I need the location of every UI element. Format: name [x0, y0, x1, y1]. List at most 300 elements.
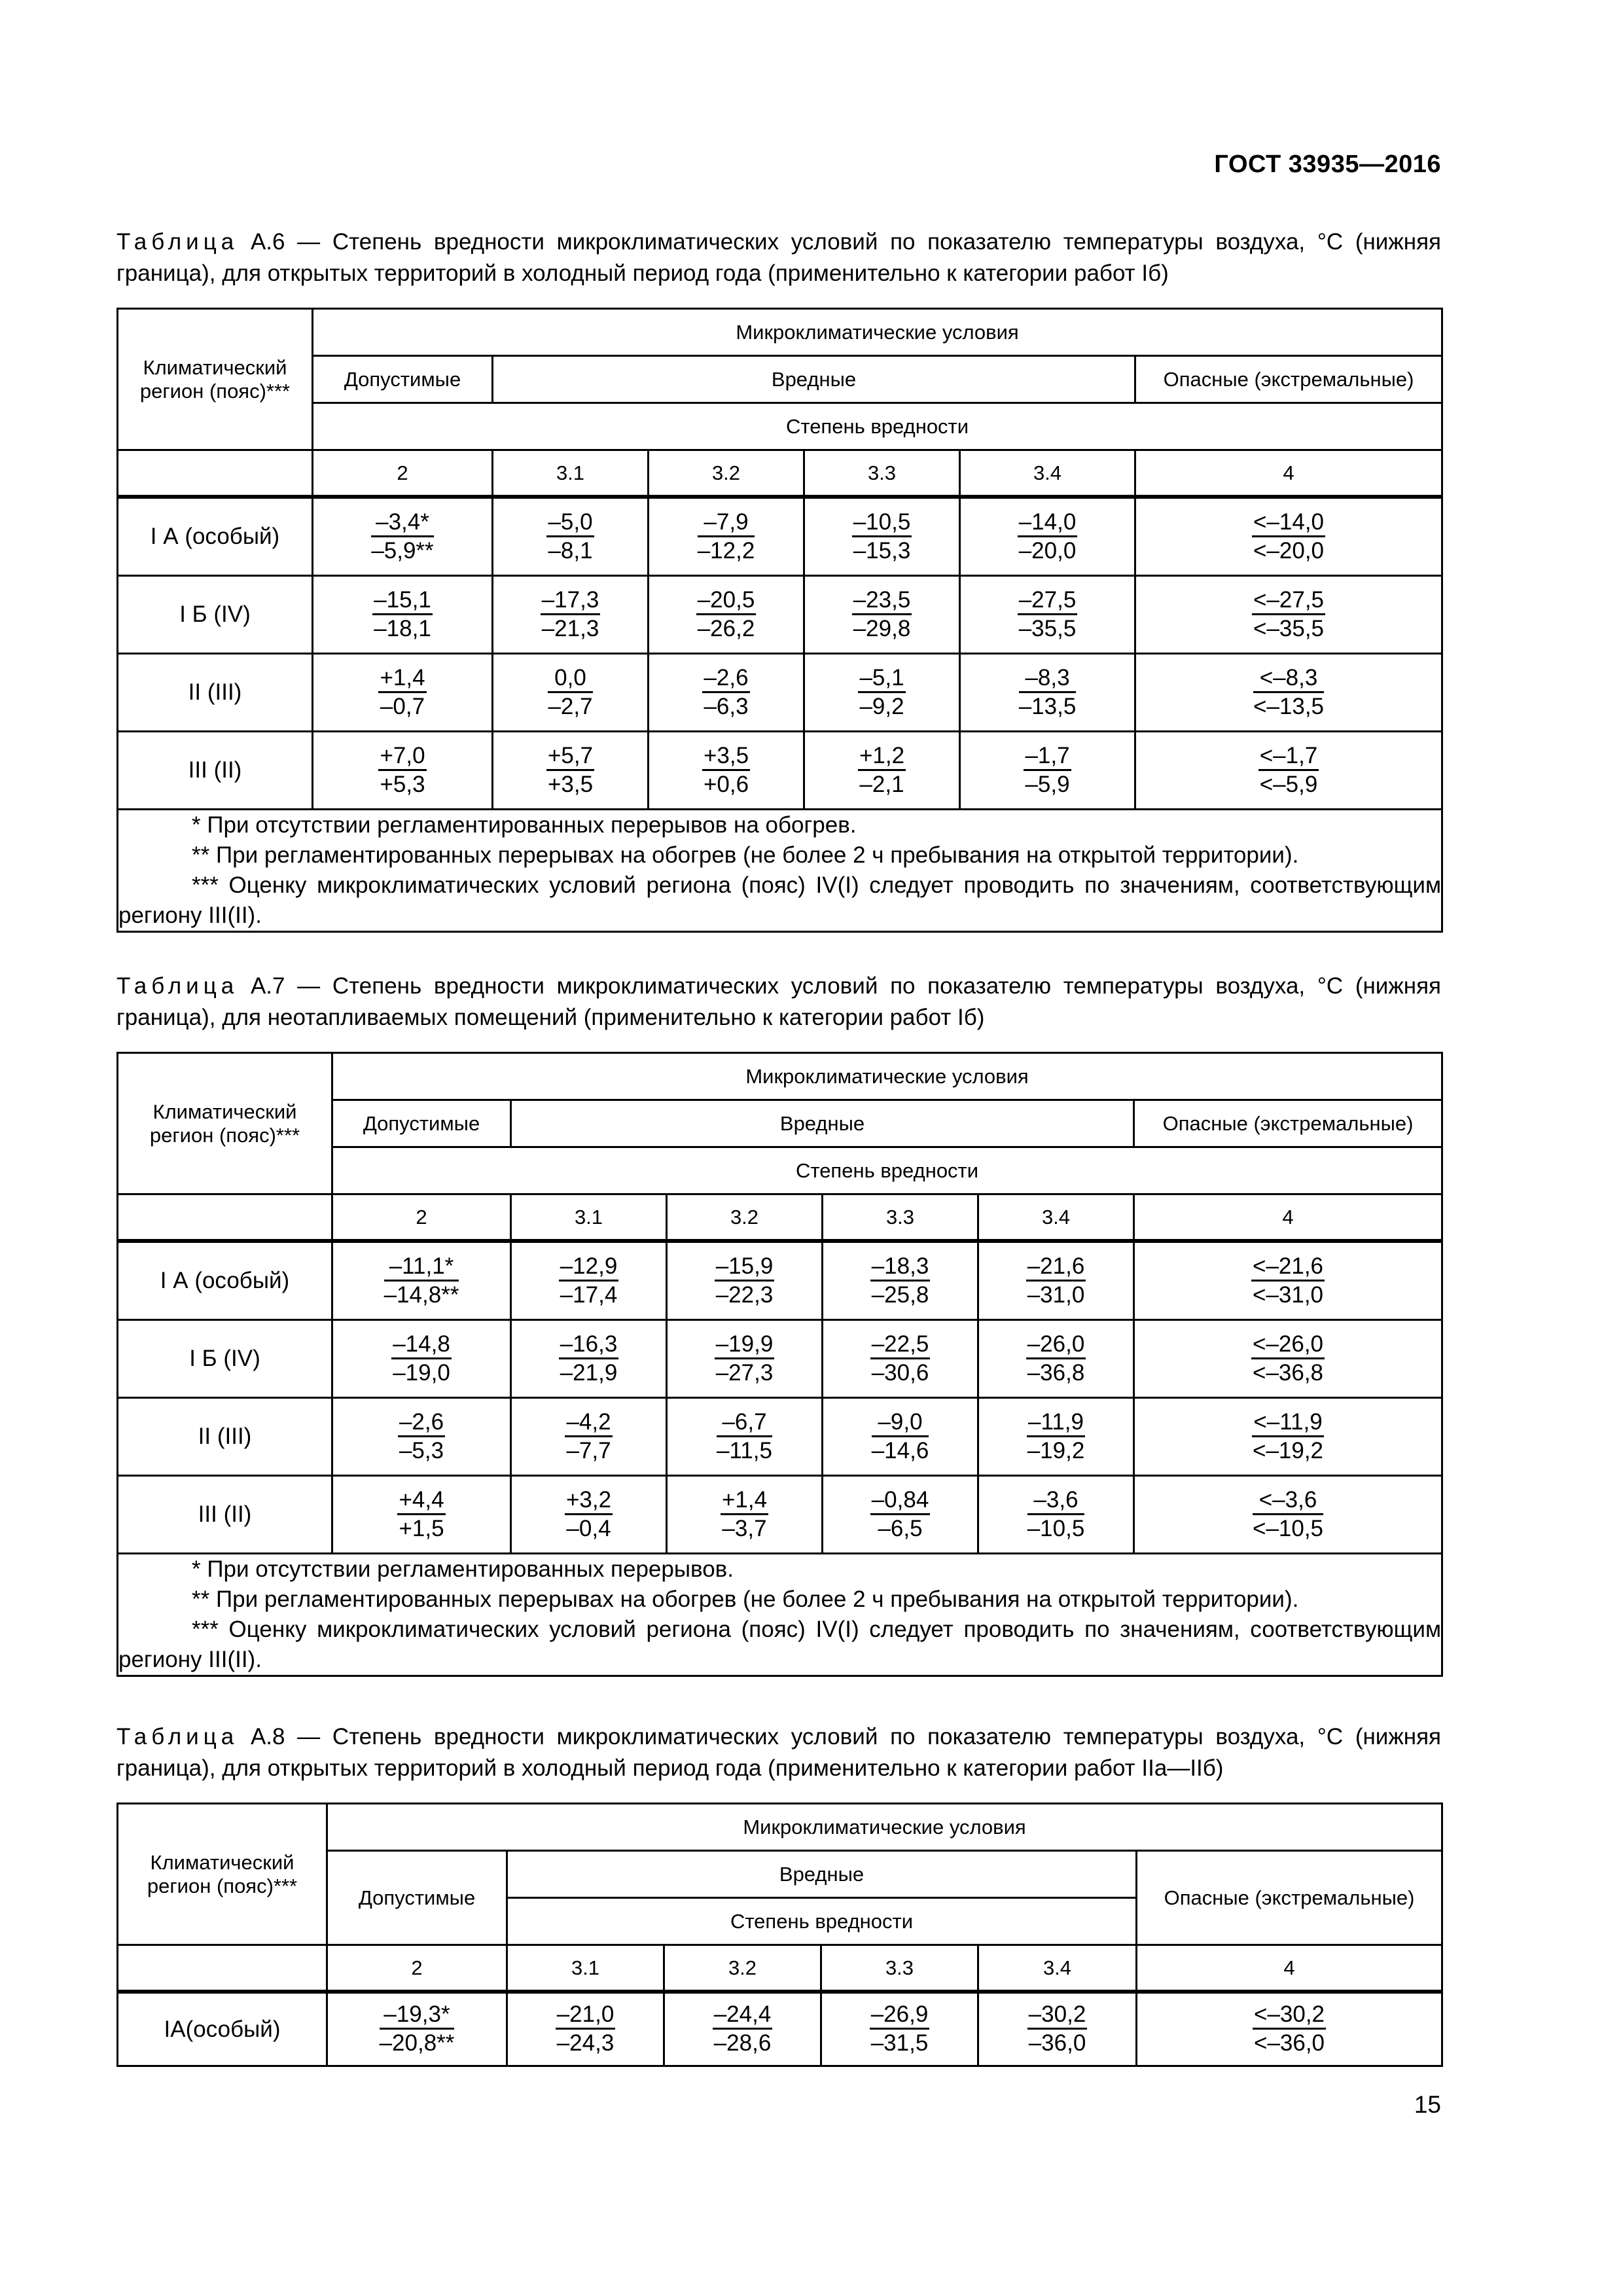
value-fraction: [548, 665, 592, 721]
value-bottom: –27,3: [715, 1359, 774, 1386]
value-cell: [667, 1398, 823, 1476]
value-fraction: [1027, 2001, 1088, 2057]
value-cell: [649, 732, 804, 810]
value-top: –6,7: [717, 1409, 772, 1437]
value-fraction: [372, 587, 433, 643]
value-top: –12,9: [559, 1253, 619, 1282]
value-top: –5,0: [546, 509, 594, 537]
harm-degree-header: Степень вредности: [332, 1147, 1442, 1194]
value-top: –26,0: [1026, 1331, 1086, 1359]
degree-number-header: 2: [332, 1194, 511, 1240]
value-cell: [493, 498, 649, 576]
table-footnote: *** Оценку микроклиматических условий региона (пояс) IV(I) следует проводить по значениям, соответствующим региону III(II).: [118, 1617, 1442, 1672]
table-footnote: *** Оценку микроклиматических условий региона (пояс) IV(I) следует проводить по значениям, соответствующим региону III(II).: [118, 872, 1442, 928]
value-fraction: [852, 587, 912, 643]
value-bottom: –29,8: [853, 615, 911, 641]
allowed-header: Допустимые: [313, 356, 493, 403]
value-bottom: –20,8**: [379, 2030, 455, 2056]
table-row: [118, 498, 1442, 576]
value-bottom: –20,0: [1018, 537, 1077, 564]
value-fraction: [702, 743, 750, 798]
value-fraction: [696, 587, 757, 643]
value-top: <–30,2: [1253, 2001, 1326, 2030]
value-top: –1,7: [1024, 743, 1071, 771]
region-column-header: Климатический регион (пояс)***: [118, 1053, 332, 1194]
value-cell: [649, 498, 804, 576]
value-top: –21,0: [556, 2001, 616, 2030]
microclimate-header: Микроклиматические условия: [327, 1804, 1442, 1851]
dangerous-header: Опасные (экстремальные): [1135, 356, 1442, 403]
value-cell: [511, 1320, 667, 1398]
value-fraction: [870, 1331, 931, 1387]
degree-number-header: 3.4: [960, 450, 1135, 496]
value-cell: [823, 1320, 978, 1398]
value-bottom: –19,2: [1027, 1437, 1085, 1463]
document-code: ГОСТ 33935—2016: [1214, 151, 1441, 178]
microclimate-header: Микроклиматические условия: [332, 1053, 1442, 1100]
value-cell: [332, 1320, 511, 1398]
value-cell: [493, 576, 649, 654]
value-fraction: [398, 1409, 445, 1465]
value-fraction: [1026, 1331, 1086, 1387]
value-bottom: –6,3: [704, 693, 749, 719]
value-fraction: [1026, 1253, 1086, 1309]
degree-number-header: 3.4: [978, 1945, 1137, 1991]
value-fraction: [702, 665, 749, 721]
header-row: [118, 403, 1442, 450]
value-bottom: <–31,0: [1253, 1282, 1324, 1308]
value-top: –19,3*: [380, 2001, 455, 2030]
value-top: –23,5: [852, 587, 912, 615]
value-fraction: [546, 509, 594, 565]
value-bottom: –11,5: [717, 1437, 772, 1463]
value-fraction: [1018, 509, 1078, 565]
value-fraction: [698, 509, 755, 565]
value-top: –15,1: [372, 587, 433, 615]
degree-number-header: 3.2: [664, 1945, 821, 1991]
value-top: –20,5: [696, 587, 757, 615]
value-bottom: <–36,8: [1253, 1359, 1324, 1386]
value-bottom: –15,3: [853, 537, 911, 564]
value-fraction: [858, 743, 906, 798]
harmful-header: Вредные: [493, 356, 1135, 403]
value-top: <–8,3: [1253, 665, 1324, 693]
value-cell: [664, 1993, 821, 2066]
value-cell: [493, 732, 649, 810]
value-fraction: [397, 1487, 445, 1543]
value-bottom: –14,8**: [383, 1282, 459, 1308]
notes-row: [118, 1554, 1442, 1676]
value-cell: [332, 1242, 511, 1320]
value-top: <–21,6: [1251, 1253, 1325, 1282]
value-fraction: [721, 1487, 768, 1543]
table-a7-caption: [116, 971, 1441, 1033]
value-fraction: [1252, 1409, 1323, 1465]
page-number: 15: [1414, 2091, 1441, 2118]
value-cell: [313, 654, 493, 732]
value-bottom: –21,3: [541, 615, 599, 641]
value-top: –30,2: [1027, 2001, 1088, 2030]
value-fraction: [384, 1253, 459, 1309]
degree-number-header: 4: [1135, 450, 1442, 496]
value-fraction: [378, 665, 426, 721]
value-fraction: [565, 1409, 612, 1465]
region-cell: III (II): [118, 732, 313, 810]
value-bottom: –31,5: [870, 2030, 929, 2056]
value-top: +1,2: [858, 743, 906, 771]
degree-number-header: 3.3: [823, 1194, 978, 1240]
value-cell: [511, 1398, 667, 1476]
value-top: +5,7: [546, 743, 594, 771]
value-cell: [332, 1398, 511, 1476]
value-fraction: [1251, 1331, 1325, 1387]
harmful-header: Вредные: [511, 1100, 1134, 1147]
value-fraction: [1018, 587, 1078, 643]
value-fraction: [715, 1253, 775, 1309]
value-top: <–14,0: [1252, 509, 1325, 537]
value-bottom: <–36,0: [1254, 2030, 1325, 2056]
table-a8: [116, 1803, 1443, 2067]
value-top: <–1,7: [1258, 743, 1319, 771]
table-row: [118, 1476, 1442, 1554]
header-row: [118, 356, 1442, 403]
value-fraction: [559, 1253, 619, 1309]
header-row: [118, 450, 1442, 496]
value-bottom: –5,9**: [371, 537, 434, 564]
header-row: [118, 1804, 1442, 1851]
table-a8-caption: [116, 1721, 1441, 1784]
header-row: [118, 1053, 1442, 1100]
value-fraction: [870, 2001, 930, 2057]
value-cell: [649, 576, 804, 654]
value-fraction: [541, 587, 601, 643]
value-top: –17,3: [541, 587, 601, 615]
value-top: –24,4: [713, 2001, 773, 2030]
degree-number-header: 2: [327, 1945, 507, 1991]
value-fraction: [1253, 665, 1324, 721]
value-bottom: +5,3: [380, 771, 425, 797]
value-cell: [511, 1476, 667, 1554]
value-fraction: [546, 743, 594, 798]
value-bottom: –17,4: [560, 1282, 618, 1308]
value-top: –9,0: [872, 1409, 929, 1437]
region-cell: III (II): [118, 1476, 332, 1554]
region-cell: II (III): [118, 1398, 332, 1476]
value-cell: [313, 576, 493, 654]
header-row: [118, 1945, 1442, 1991]
value-fraction: [852, 509, 912, 565]
empty-header-cell: [118, 1194, 332, 1240]
value-cell: [978, 1398, 1134, 1476]
caption-text: А.6 — Степень вредности микроклиматических условий по показателю температуры воздуха, °C (нижняя граница), для открытых территорий в холодный период года (применительно к категории работ Iб): [116, 229, 1441, 286]
region-column-header: Климатический регион (пояс)***: [118, 309, 313, 450]
table-label: Таблица: [116, 973, 239, 999]
allowed-header: Допустимые: [327, 1851, 507, 1945]
value-top: –14,0: [1018, 509, 1078, 537]
value-cell: [804, 498, 960, 576]
value-cell: [1134, 1320, 1442, 1398]
value-top: <–26,0: [1251, 1331, 1325, 1359]
value-cell: [960, 732, 1135, 810]
value-fraction: [1019, 665, 1077, 721]
value-fraction: [565, 1487, 613, 1543]
value-fraction: [559, 1331, 619, 1387]
value-top: –19,9: [715, 1331, 775, 1359]
value-bottom: –3,7: [722, 1515, 767, 1541]
value-cell: [1135, 576, 1442, 654]
value-top: <–11,9: [1252, 1409, 1323, 1437]
value-bottom: –7,7: [566, 1437, 611, 1463]
value-cell: [960, 576, 1135, 654]
value-cell: [1135, 654, 1442, 732]
degree-number-header: 3.1: [493, 450, 649, 496]
value-fraction: [1253, 1487, 1323, 1543]
value-fraction: [1252, 509, 1325, 565]
value-top: <–27,5: [1252, 587, 1325, 615]
value-top: –15,9: [715, 1253, 775, 1282]
region-column-header: Климатический регион (пояс)***: [118, 1804, 327, 1945]
table-row: [118, 1993, 1442, 2066]
header-row: [118, 309, 1442, 356]
value-cell: [823, 1242, 978, 1320]
value-top: 0,0: [548, 665, 592, 693]
dangerous-header: Опасные (экстремальные): [1134, 1100, 1442, 1147]
value-cell: [1135, 732, 1442, 810]
value-cell: [667, 1476, 823, 1554]
harmful-header: Вредные: [507, 1851, 1137, 1898]
value-fraction: [715, 1331, 775, 1387]
value-bottom: –24,3: [556, 2030, 615, 2056]
value-top: –22,5: [870, 1331, 931, 1359]
value-top: –11,9: [1027, 1409, 1085, 1437]
degree-number-header: 3.2: [667, 1194, 823, 1240]
table-a6-caption: [116, 226, 1441, 289]
value-bottom: –5,9: [1025, 771, 1070, 797]
value-bottom: –36,0: [1028, 2030, 1086, 2056]
value-cell: [1137, 1993, 1442, 2066]
value-bottom: <–35,5: [1253, 615, 1325, 641]
value-cell: [804, 654, 960, 732]
value-fraction: [556, 2001, 616, 2057]
value-fraction: [870, 1487, 931, 1543]
degree-number-header: 3.4: [978, 1194, 1134, 1240]
value-top: +1,4: [378, 665, 426, 693]
value-top: –21,6: [1026, 1253, 1086, 1282]
table-footnote: ** При регламентированных перерывах на обогрев (не более 2 ч пребывания на открытой территории).: [192, 1587, 1299, 1612]
value-bottom: –25,8: [871, 1282, 929, 1308]
value-bottom: +3,5: [547, 771, 594, 797]
value-cell: [821, 1993, 978, 2066]
value-bottom: –0,7: [380, 693, 425, 719]
value-top: +4,4: [397, 1487, 445, 1515]
value-cell: [960, 654, 1135, 732]
value-cell: [667, 1242, 823, 1320]
table-footnote: * При отсутствии регламентированных перерывов на обогрев.: [192, 812, 857, 838]
header-row: [118, 1194, 1442, 1240]
value-top: –14,8: [391, 1331, 452, 1359]
value-bottom: –8,1: [548, 537, 593, 564]
region-cell: I А (особый): [118, 1242, 332, 1320]
value-fraction: [1253, 2001, 1326, 2057]
table-row: [118, 732, 1442, 810]
degree-number-header: 4: [1134, 1194, 1442, 1240]
value-bottom: <–13,5: [1253, 693, 1325, 719]
value-cell: [507, 1993, 664, 2066]
table-a7: [116, 1052, 1443, 1677]
value-fraction: [1252, 587, 1325, 643]
value-bottom: <–19,2: [1253, 1437, 1324, 1463]
value-bottom: –21,9: [560, 1359, 618, 1386]
value-cell: [960, 498, 1135, 576]
value-bottom: –2,7: [548, 693, 593, 719]
region-cell: I Б (IV): [118, 1320, 332, 1398]
value-fraction: [717, 1409, 772, 1465]
value-top: –4,2: [565, 1409, 612, 1437]
table-footnote: * При отсутствии регламентированных перерывов.: [192, 1556, 734, 1582]
value-cell: [823, 1398, 978, 1476]
value-bottom: –22,3: [715, 1282, 774, 1308]
value-fraction: [1258, 743, 1319, 798]
value-top: –18,3: [870, 1253, 931, 1282]
region-cell: I Б (IV): [118, 576, 313, 654]
value-fraction: [1027, 1409, 1085, 1465]
table-a6: [116, 308, 1443, 933]
table-row: [118, 576, 1442, 654]
value-top: –27,5: [1018, 587, 1078, 615]
value-bottom: –0,4: [566, 1515, 611, 1541]
table-notes: [118, 1554, 1442, 1676]
table-notes: [118, 810, 1442, 932]
value-bottom: <–5,9: [1259, 771, 1318, 797]
table-row: [118, 1398, 1442, 1476]
value-fraction: [380, 2001, 455, 2057]
value-top: –11,1*: [384, 1253, 459, 1282]
value-cell: [978, 1476, 1134, 1554]
degree-number-header: 3.3: [804, 450, 960, 496]
table-row: [118, 1320, 1442, 1398]
value-cell: [649, 654, 804, 732]
value-top: –8,3: [1019, 665, 1077, 693]
harm-degree-header: Степень вредности: [313, 403, 1442, 450]
value-fraction: [1024, 743, 1071, 798]
region-cell: II (III): [118, 654, 313, 732]
value-bottom: <–20,0: [1253, 537, 1325, 564]
value-fraction: [858, 665, 905, 721]
empty-header-cell: [118, 1945, 327, 1991]
allowed-header: Допустимые: [332, 1100, 511, 1147]
value-top: +7,0: [378, 743, 426, 771]
value-top: –2,6: [398, 1409, 445, 1437]
value-top: +3,2: [565, 1487, 613, 1515]
value-cell: [332, 1476, 511, 1554]
region-cell: I А (особый): [118, 498, 313, 576]
value-bottom: <–10,5: [1253, 1515, 1324, 1541]
dangerous-header: Опасные (экстремальные): [1137, 1851, 1442, 1945]
value-top: –5,1: [858, 665, 905, 693]
value-bottom: –14,6: [871, 1437, 929, 1463]
value-cell: [493, 654, 649, 732]
value-fraction: [378, 743, 426, 798]
value-fraction: [371, 509, 433, 565]
value-bottom: –18,1: [374, 615, 431, 641]
value-bottom: –35,5: [1018, 615, 1077, 641]
value-bottom: –31,0: [1027, 1282, 1085, 1308]
degree-number-header: 3.2: [649, 450, 804, 496]
notes-row: [118, 810, 1442, 932]
value-cell: [1134, 1398, 1442, 1476]
value-bottom: –6,5: [878, 1515, 923, 1541]
value-cell: [804, 732, 960, 810]
value-bottom: –2,1: [859, 771, 904, 797]
value-top: –0,84: [870, 1487, 931, 1515]
value-bottom: –13,5: [1018, 693, 1077, 719]
value-top: –16,3: [559, 1331, 619, 1359]
value-top: –2,6: [702, 665, 749, 693]
value-bottom: –30,6: [871, 1359, 929, 1386]
value-cell: [804, 576, 960, 654]
table-footnote: ** При регламентированных перерывах на обогрев (не более 2 ч пребывания на открытой территории).: [192, 842, 1299, 868]
degree-number-header: 2: [313, 450, 493, 496]
value-fraction: [872, 1409, 929, 1465]
value-fraction: [391, 1331, 452, 1387]
value-fraction: [1027, 1487, 1085, 1543]
table-row: [118, 1242, 1442, 1320]
value-top: –3,6: [1027, 1487, 1085, 1515]
value-bottom: –36,8: [1027, 1359, 1085, 1386]
value-bottom: +0,6: [703, 771, 749, 797]
value-fraction: [870, 1253, 931, 1309]
value-cell: [978, 1242, 1134, 1320]
value-cell: [511, 1242, 667, 1320]
value-top: –10,5: [852, 509, 912, 537]
value-cell: [978, 1993, 1137, 2066]
value-bottom: –28,6: [713, 2030, 772, 2056]
value-cell: [313, 732, 493, 810]
value-bottom: –19,0: [393, 1359, 450, 1386]
value-cell: [313, 498, 493, 576]
degree-number-header: 3.1: [507, 1945, 664, 1991]
caption-text: А.7 — Степень вредности микроклиматических условий по показателю температуры воздуха, °C (нижняя граница), для неотапливаемых помещений (применительно к категории работ Iб): [116, 973, 1441, 1030]
region-cell: IА(особый): [118, 1993, 327, 2066]
value-bottom: –12,2: [697, 537, 755, 564]
degree-number-header: 3.3: [821, 1945, 978, 1991]
value-top: +3,5: [702, 743, 750, 771]
table-label: Таблица: [116, 1724, 239, 1749]
value-bottom: –10,5: [1027, 1515, 1085, 1541]
value-bottom: –26,2: [697, 615, 755, 641]
value-cell: [1135, 498, 1442, 576]
value-bottom: +1,5: [399, 1515, 444, 1541]
degree-number-header: 4: [1137, 1945, 1442, 1991]
value-cell: [823, 1476, 978, 1554]
value-cell: [667, 1320, 823, 1398]
caption-text: А.8 — Степень вредности микроклиматических условий по показателю температуры воздуха, °C (нижняя граница), для открытых территорий в холодный период года (применительно к категории работ IIа—IIб): [116, 1724, 1441, 1781]
table-row: [118, 654, 1442, 732]
value-cell: [1134, 1242, 1442, 1320]
value-fraction: [1251, 1253, 1325, 1309]
degree-number-header: 3.1: [511, 1194, 667, 1240]
value-bottom: –5,3: [399, 1437, 444, 1463]
value-fraction: [713, 2001, 773, 2057]
value-top: –7,9: [698, 509, 755, 537]
value-cell: [1134, 1476, 1442, 1554]
value-cell: [978, 1320, 1134, 1398]
value-cell: [327, 1993, 507, 2066]
value-top: –26,9: [870, 2001, 930, 2030]
harm-degree-header: Степень вредности: [507, 1898, 1137, 1945]
value-top: <–3,6: [1253, 1487, 1323, 1515]
empty-header-cell: [118, 450, 313, 496]
